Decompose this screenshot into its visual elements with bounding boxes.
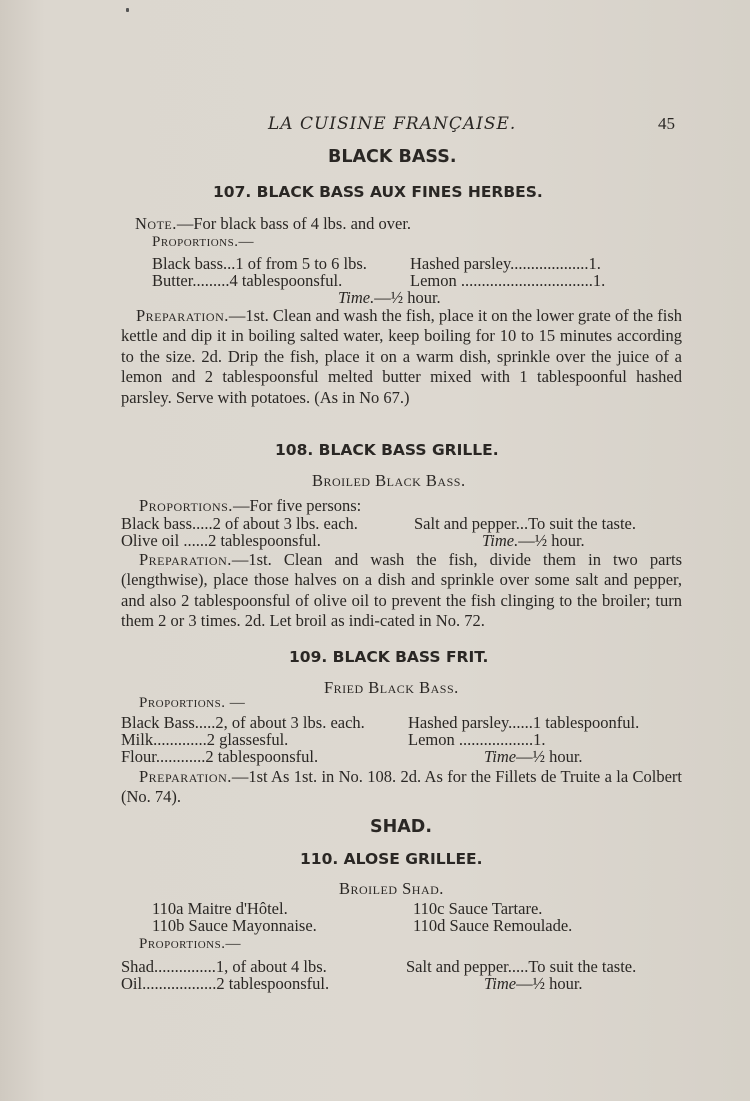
recipe-109-title: 109. BLACK BASS FRIT.: [289, 648, 489, 666]
recipe-109-time: Time—½ hour.: [484, 747, 583, 766]
recipe-108-time: Time.—½ hour.: [482, 531, 585, 550]
recipe-107-time: Time.—½ hour.: [338, 288, 441, 307]
recipe-109-subtitle: Fried Black Bass.: [324, 678, 459, 697]
recipe-110-sauce-b: 110b Sauce Mayonnaise.: [152, 916, 317, 935]
recipe-109-ingredient-2: Hashed parsley......1 tablespoonful.: [408, 713, 640, 732]
section-heading-black-bass: BLACK BASS.: [328, 147, 457, 167]
recipe-107-note: Note.—For black bass of 4 lbs. and over.: [135, 214, 412, 233]
recipe-110-ingredient-2: Salt and pepper.....To suit the taste.: [406, 957, 637, 976]
recipe-108-subtitle: Broiled Black Bass.: [312, 471, 466, 490]
recipe-110-sauce-a: 110a Maitre d'Hôtel.: [152, 899, 288, 918]
recipe-110-title: 110. ALOSE GRILLEE.: [300, 850, 483, 868]
recipe-108-ingredient-3: Olive oil ......2 tablespoonsful.: [121, 531, 321, 550]
recipe-107-preparation: Preparation.—1st. Clean and wash the fish, place it on the lower grate of the fish kettle and dip it in boiling salted water, keep boiling for 10 to 15 minutes according to the size. 2d. Drip the fish, place it on a warm dish, sprinkle over the juice of a lemon and 2 tablespoonsful melted butter mixed with 1 tablespoonful hashed parsley. Serve with potatoes. (As in No 67.): [121, 306, 682, 407]
recipe-109-ingredient-3: Milk.............2 glassesful.: [121, 730, 289, 749]
recipe-110-ingredient-3: Oil..................2 tablespoonsful.: [121, 974, 330, 993]
recipe-109-ingredient-5: Flour............2 tablespoonsful.: [121, 747, 319, 766]
section-heading-shad: SHAD.: [370, 817, 432, 837]
recipe-107-ingredient-4: Lemon ................................1.: [410, 271, 606, 290]
recipe-109-ingredient-1: Black Bass.....2, of about 3 lbs. each.: [121, 713, 365, 732]
recipe-107-ingredient-1: Black bass...1 of from 5 to 6 lbs.: [152, 254, 367, 273]
recipe-110-proportions-label: Proportions.—: [139, 936, 241, 952]
recipe-108-ingredient-2: Salt and pepper...To suit the taste.: [414, 514, 637, 533]
recipe-110-sauce-c: 110c Sauce Tartare.: [413, 899, 543, 918]
ink-speck: [126, 8, 129, 12]
recipe-107-proportions-label: Proportions.—: [152, 234, 254, 250]
recipe-110-subtitle: Broiled Shad.: [339, 879, 444, 898]
recipe-107-ingredient-2: Hashed parsley...................1.: [410, 254, 601, 273]
recipe-108-ingredient-1: Black bass.....2 of about 3 lbs. each.: [121, 514, 358, 533]
recipe-109-preparation: Preparation.—1st As 1st. in No. 108. 2d. As for the Fillets de Truite a la Colbert (No. 74).: [121, 767, 682, 807]
recipe-110-ingredient-1: Shad...............1, of about 4 lbs.: [121, 957, 327, 976]
recipe-107-ingredient-3: Butter.........4 tablespoonsful.: [152, 271, 343, 290]
recipe-109-proportions-label: Proportions. —: [139, 695, 246, 711]
recipe-108-preparation: Preparation.—1st. Clean and wash the fish, divide them in two parts (lengthwise), place those halves on a dish and sprinkle over some salt and pepper, and also 2 tablespoonsful of olive oil to prevent the fish clinging to the broiler; turn them 2 or 3 times. 2d. Let broil as indi-cated in No. 72.: [121, 550, 682, 631]
recipe-108-title: 108. BLACK BASS GRILLE.: [275, 441, 499, 459]
recipe-107-title: 107. BLACK BASS AUX FINES HERBES.: [213, 183, 543, 201]
page-number: 45: [658, 114, 675, 133]
recipe-108-proportions: Proportions.—For five persons:: [139, 496, 362, 515]
recipe-110-time: Time—½ hour.: [484, 974, 583, 993]
recipe-110-sauce-d: 110d Sauce Remoulade.: [413, 916, 573, 935]
running-header-title: LA CUISINE FRANÇAISE.: [268, 114, 517, 134]
recipe-109-ingredient-4: Lemon ..................1.: [408, 730, 546, 749]
